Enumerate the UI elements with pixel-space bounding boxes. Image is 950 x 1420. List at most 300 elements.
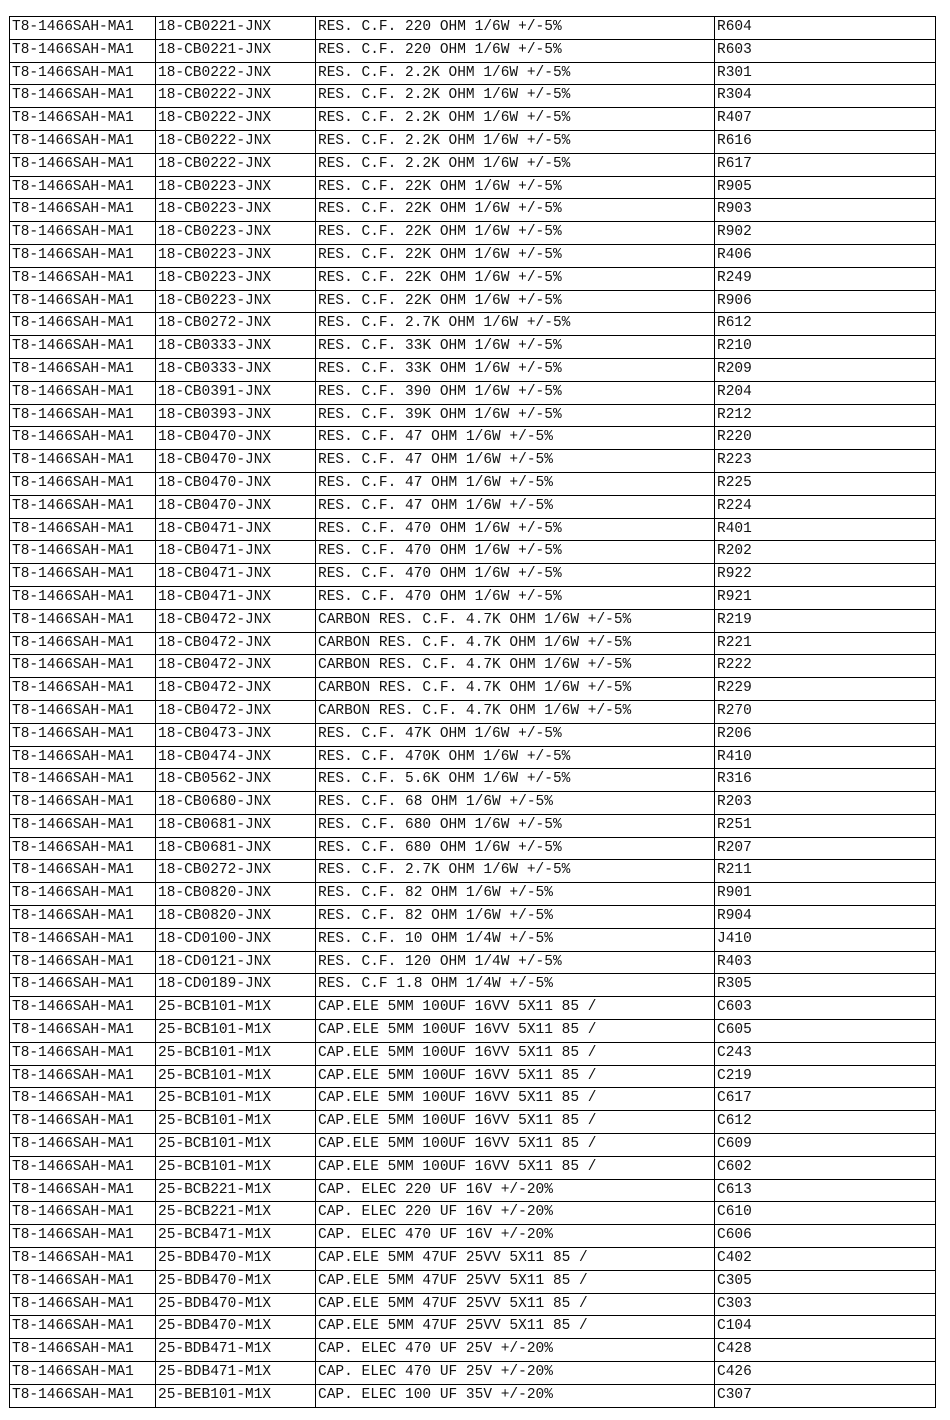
part-number-cell: 18-CB0221-JNX xyxy=(156,17,316,40)
part-number-cell: 18-CB0333-JNX xyxy=(156,358,316,381)
table-row xyxy=(10,746,936,769)
reference-cell: R209 xyxy=(715,358,936,381)
reference-cell: R316 xyxy=(715,769,936,792)
part-number-cell: 18-CB0223-JNX xyxy=(156,199,316,222)
part-number-cell: 18-CB0681-JNX xyxy=(156,837,316,860)
description-cell: RES. C.F. 22K OHM 1/6W +/-5% xyxy=(316,176,715,199)
table-row xyxy=(10,1384,936,1407)
reference-cell: C617 xyxy=(715,1088,936,1111)
description-cell: CAP. ELEC 100 UF 35V +/-20% xyxy=(316,1384,715,1407)
table-row xyxy=(10,404,936,427)
description-cell: CAP.ELE 5MM 100UF 16VV 5X11 85 / xyxy=(316,1156,715,1179)
table-row xyxy=(10,769,936,792)
model-cell: T8-1466SAH-MA1 xyxy=(10,1042,156,1065)
reference-cell: C606 xyxy=(715,1225,936,1248)
reference-cell: R921 xyxy=(715,586,936,609)
table-row xyxy=(10,814,936,837)
reference-cell: R617 xyxy=(715,153,936,176)
reference-cell: R204 xyxy=(715,381,936,404)
model-cell: T8-1466SAH-MA1 xyxy=(10,951,156,974)
model-cell: T8-1466SAH-MA1 xyxy=(10,541,156,564)
description-cell: RES. C.F. 33K OHM 1/6W +/-5% xyxy=(316,336,715,359)
model-cell: T8-1466SAH-MA1 xyxy=(10,860,156,883)
table-row xyxy=(10,997,936,1020)
table-row xyxy=(10,153,936,176)
model-cell: T8-1466SAH-MA1 xyxy=(10,472,156,495)
reference-cell: R905 xyxy=(715,176,936,199)
model-cell: T8-1466SAH-MA1 xyxy=(10,404,156,427)
model-cell: T8-1466SAH-MA1 xyxy=(10,1156,156,1179)
model-cell: T8-1466SAH-MA1 xyxy=(10,1293,156,1316)
description-cell: RES. C.F. 2.7K OHM 1/6W +/-5% xyxy=(316,860,715,883)
table-row xyxy=(10,472,936,495)
part-number-cell: 18-CB0472-JNX xyxy=(156,678,316,701)
model-cell: T8-1466SAH-MA1 xyxy=(10,678,156,701)
part-number-cell: 18-CD0189-JNX xyxy=(156,974,316,997)
description-cell: CAP.ELE 5MM 47UF 25VV 5X11 85 / xyxy=(316,1316,715,1339)
description-cell: RES. C.F. 22K OHM 1/6W +/-5% xyxy=(316,290,715,313)
table-row xyxy=(10,678,936,701)
model-cell: T8-1466SAH-MA1 xyxy=(10,1065,156,1088)
description-cell: CAP.ELE 5MM 100UF 16VV 5X11 85 / xyxy=(316,997,715,1020)
model-cell: T8-1466SAH-MA1 xyxy=(10,358,156,381)
reference-cell: R219 xyxy=(715,609,936,632)
reference-cell: R221 xyxy=(715,632,936,655)
part-number-cell: 18-CB0222-JNX xyxy=(156,62,316,85)
reference-cell: R922 xyxy=(715,564,936,587)
description-cell: RES. C.F. 47 OHM 1/6W +/-5% xyxy=(316,427,715,450)
description-cell: RES. C.F. 2.2K OHM 1/6W +/-5% xyxy=(316,153,715,176)
part-number-cell: 25-BDB470-M1X xyxy=(156,1293,316,1316)
part-number-cell: 18-CB0223-JNX xyxy=(156,244,316,267)
reference-cell: C305 xyxy=(715,1270,936,1293)
description-cell: CAP.ELE 5MM 100UF 16VV 5X11 85 / xyxy=(316,1020,715,1043)
model-cell: T8-1466SAH-MA1 xyxy=(10,814,156,837)
bom-table-body xyxy=(10,17,936,1408)
part-number-cell: 18-CB0222-JNX xyxy=(156,130,316,153)
part-number-cell: 18-CB0391-JNX xyxy=(156,381,316,404)
description-cell: CAP.ELE 5MM 100UF 16VV 5X11 85 / xyxy=(316,1088,715,1111)
description-cell: RES. C.F. 2.2K OHM 1/6W +/-5% xyxy=(316,85,715,108)
part-number-cell: 25-BCB101-M1X xyxy=(156,997,316,1020)
model-cell: T8-1466SAH-MA1 xyxy=(10,564,156,587)
part-number-cell: 18-CB0470-JNX xyxy=(156,472,316,495)
reference-cell: R223 xyxy=(715,450,936,473)
model-cell: T8-1466SAH-MA1 xyxy=(10,974,156,997)
model-cell: T8-1466SAH-MA1 xyxy=(10,39,156,62)
description-cell: RES. C.F. 220 OHM 1/6W +/-5% xyxy=(316,39,715,62)
model-cell: T8-1466SAH-MA1 xyxy=(10,267,156,290)
reference-cell: R229 xyxy=(715,678,936,701)
model-cell: T8-1466SAH-MA1 xyxy=(10,1134,156,1157)
description-cell: RES. C.F. 22K OHM 1/6W +/-5% xyxy=(316,222,715,245)
part-number-cell: 18-CB0474-JNX xyxy=(156,746,316,769)
reference-cell: R407 xyxy=(715,108,936,131)
description-cell: RES. C.F. 680 OHM 1/6W +/-5% xyxy=(316,814,715,837)
reference-cell: C303 xyxy=(715,1293,936,1316)
description-cell: RES. C.F. 470 OHM 1/6W +/-5% xyxy=(316,564,715,587)
description-cell: RES. C.F. 120 OHM 1/4W +/-5% xyxy=(316,951,715,974)
model-cell: T8-1466SAH-MA1 xyxy=(10,244,156,267)
description-cell: CAP.ELE 5MM 100UF 16VV 5X11 85 / xyxy=(316,1111,715,1134)
reference-cell: C613 xyxy=(715,1179,936,1202)
description-cell: RES. C.F. 220 OHM 1/6W +/-5% xyxy=(316,17,715,40)
table-row xyxy=(10,176,936,199)
model-cell: T8-1466SAH-MA1 xyxy=(10,495,156,518)
description-cell: CAP. ELEC 470 UF 25V +/-20% xyxy=(316,1339,715,1362)
table-row xyxy=(10,381,936,404)
description-cell: RES. C.F. 68 OHM 1/6W +/-5% xyxy=(316,792,715,815)
description-cell: RES. C.F. 470 OHM 1/6W +/-5% xyxy=(316,541,715,564)
model-cell: T8-1466SAH-MA1 xyxy=(10,928,156,951)
part-number-cell: 18-CB0470-JNX xyxy=(156,495,316,518)
table-row xyxy=(10,1202,936,1225)
reference-cell: J410 xyxy=(715,928,936,951)
model-cell: T8-1466SAH-MA1 xyxy=(10,700,156,723)
reference-cell: C605 xyxy=(715,1020,936,1043)
model-cell: T8-1466SAH-MA1 xyxy=(10,792,156,815)
table-row xyxy=(10,427,936,450)
part-number-cell: 18-CB0680-JNX xyxy=(156,792,316,815)
description-cell: RES. C.F. 22K OHM 1/6W +/-5% xyxy=(316,244,715,267)
table-row xyxy=(10,17,936,40)
table-row xyxy=(10,1065,936,1088)
description-cell: CAP.ELE 5MM 47UF 25VV 5X11 85 / xyxy=(316,1270,715,1293)
table-row xyxy=(10,518,936,541)
table-row xyxy=(10,1225,936,1248)
reference-cell: C609 xyxy=(715,1134,936,1157)
reference-cell: C612 xyxy=(715,1111,936,1134)
part-number-cell: 18-CB0470-JNX xyxy=(156,450,316,473)
reference-cell: R249 xyxy=(715,267,936,290)
part-number-cell: 25-BDB471-M1X xyxy=(156,1362,316,1385)
reference-cell: C610 xyxy=(715,1202,936,1225)
description-cell: RES. C.F. 47 OHM 1/6W +/-5% xyxy=(316,495,715,518)
description-cell: RES. C.F. 5.6K OHM 1/6W +/-5% xyxy=(316,769,715,792)
reference-cell: R203 xyxy=(715,792,936,815)
reference-cell: R902 xyxy=(715,222,936,245)
model-cell: T8-1466SAH-MA1 xyxy=(10,997,156,1020)
description-cell: CAP.ELE 5MM 100UF 16VV 5X11 85 / xyxy=(316,1042,715,1065)
table-row xyxy=(10,1179,936,1202)
part-number-cell: 18-CB0471-JNX xyxy=(156,564,316,587)
table-row xyxy=(10,1248,936,1271)
part-number-cell: 18-CB0820-JNX xyxy=(156,906,316,929)
reference-cell: R301 xyxy=(715,62,936,85)
reference-cell: R211 xyxy=(715,860,936,883)
table-row xyxy=(10,336,936,359)
part-number-cell: 18-CB0223-JNX xyxy=(156,222,316,245)
model-cell: T8-1466SAH-MA1 xyxy=(10,62,156,85)
reference-cell: C307 xyxy=(715,1384,936,1407)
part-number-cell: 18-CD0100-JNX xyxy=(156,928,316,951)
model-cell: T8-1466SAH-MA1 xyxy=(10,450,156,473)
part-number-cell: 18-CB0470-JNX xyxy=(156,427,316,450)
part-number-cell: 18-CB0272-JNX xyxy=(156,860,316,883)
model-cell: T8-1466SAH-MA1 xyxy=(10,769,156,792)
model-cell: T8-1466SAH-MA1 xyxy=(10,108,156,131)
reference-cell: C104 xyxy=(715,1316,936,1339)
table-row xyxy=(10,62,936,85)
table-row xyxy=(10,39,936,62)
model-cell: T8-1466SAH-MA1 xyxy=(10,655,156,678)
description-cell: CARBON RES. C.F. 4.7K OHM 1/6W +/-5% xyxy=(316,632,715,655)
reference-cell: R225 xyxy=(715,472,936,495)
description-cell: RES. C.F. 390 OHM 1/6W +/-5% xyxy=(316,381,715,404)
model-cell: T8-1466SAH-MA1 xyxy=(10,1362,156,1385)
model-cell: T8-1466SAH-MA1 xyxy=(10,1179,156,1202)
table-row xyxy=(10,951,936,974)
reference-cell: R603 xyxy=(715,39,936,62)
part-number-cell: 18-CB0472-JNX xyxy=(156,700,316,723)
model-cell: T8-1466SAH-MA1 xyxy=(10,1202,156,1225)
description-cell: RES. C.F. 82 OHM 1/6W +/-5% xyxy=(316,883,715,906)
model-cell: T8-1466SAH-MA1 xyxy=(10,1225,156,1248)
description-cell: CARBON RES. C.F. 4.7K OHM 1/6W +/-5% xyxy=(316,655,715,678)
description-cell: RES. C.F 1.8 OHM 1/4W +/-5% xyxy=(316,974,715,997)
reference-cell: C428 xyxy=(715,1339,936,1362)
reference-cell: R222 xyxy=(715,655,936,678)
reference-cell: R224 xyxy=(715,495,936,518)
model-cell: T8-1466SAH-MA1 xyxy=(10,723,156,746)
model-cell: T8-1466SAH-MA1 xyxy=(10,1384,156,1407)
description-cell: RES. C.F. 2.7K OHM 1/6W +/-5% xyxy=(316,313,715,336)
part-number-cell: 25-BCB101-M1X xyxy=(156,1134,316,1157)
table-row xyxy=(10,860,936,883)
table-row xyxy=(10,1293,936,1316)
description-cell: RES. C.F. 470K OHM 1/6W +/-5% xyxy=(316,746,715,769)
part-number-cell: 18-CB0820-JNX xyxy=(156,883,316,906)
model-cell: T8-1466SAH-MA1 xyxy=(10,336,156,359)
part-number-cell: 18-CB0223-JNX xyxy=(156,290,316,313)
reference-cell: C426 xyxy=(715,1362,936,1385)
description-cell: CAP. ELEC 470 UF 16V +/-20% xyxy=(316,1225,715,1248)
part-number-cell: 25-BDB471-M1X xyxy=(156,1339,316,1362)
model-cell: T8-1466SAH-MA1 xyxy=(10,222,156,245)
table-row xyxy=(10,130,936,153)
description-cell: RES. C.F. 47 OHM 1/6W +/-5% xyxy=(316,472,715,495)
part-number-cell: 25-BCB101-M1X xyxy=(156,1065,316,1088)
model-cell: T8-1466SAH-MA1 xyxy=(10,17,156,40)
part-number-cell: 18-CB0473-JNX xyxy=(156,723,316,746)
model-cell: T8-1466SAH-MA1 xyxy=(10,1111,156,1134)
description-cell: CAP. ELEC 220 UF 16V +/-20% xyxy=(316,1202,715,1225)
model-cell: T8-1466SAH-MA1 xyxy=(10,883,156,906)
description-cell: RES. C.F. 10 OHM 1/4W +/-5% xyxy=(316,928,715,951)
table-row xyxy=(10,1339,936,1362)
part-number-cell: 18-CB0471-JNX xyxy=(156,586,316,609)
reference-cell: R270 xyxy=(715,700,936,723)
table-row xyxy=(10,655,936,678)
model-cell: T8-1466SAH-MA1 xyxy=(10,746,156,769)
table-row xyxy=(10,541,936,564)
reference-cell: R612 xyxy=(715,313,936,336)
table-row xyxy=(10,108,936,131)
model-cell: T8-1466SAH-MA1 xyxy=(10,313,156,336)
table-row xyxy=(10,358,936,381)
description-cell: CAP. ELEC 470 UF 25V +/-20% xyxy=(316,1362,715,1385)
description-cell: CARBON RES. C.F. 4.7K OHM 1/6W +/-5% xyxy=(316,678,715,701)
description-cell: CAP.ELE 5MM 47UF 25VV 5X11 85 / xyxy=(316,1248,715,1271)
part-number-cell: 18-CB0562-JNX xyxy=(156,769,316,792)
model-cell: T8-1466SAH-MA1 xyxy=(10,199,156,222)
description-cell: RES. C.F. 2.2K OHM 1/6W +/-5% xyxy=(316,130,715,153)
reference-cell: R210 xyxy=(715,336,936,359)
model-cell: T8-1466SAH-MA1 xyxy=(10,1020,156,1043)
part-number-cell: 18-CB0472-JNX xyxy=(156,609,316,632)
reference-cell: C402 xyxy=(715,1248,936,1271)
table-row xyxy=(10,85,936,108)
model-cell: T8-1466SAH-MA1 xyxy=(10,290,156,313)
model-cell: T8-1466SAH-MA1 xyxy=(10,609,156,632)
part-number-cell: 18-CB0681-JNX xyxy=(156,814,316,837)
model-cell: T8-1466SAH-MA1 xyxy=(10,176,156,199)
bom-table xyxy=(9,16,936,1408)
reference-cell: R202 xyxy=(715,541,936,564)
table-row xyxy=(10,837,936,860)
part-number-cell: 25-BCB221-M1X xyxy=(156,1179,316,1202)
table-row xyxy=(10,450,936,473)
reference-cell: R207 xyxy=(715,837,936,860)
table-row xyxy=(10,1111,936,1134)
description-cell: RES. C.F. 2.2K OHM 1/6W +/-5% xyxy=(316,108,715,131)
table-row xyxy=(10,928,936,951)
reference-cell: R403 xyxy=(715,951,936,974)
reference-cell: R906 xyxy=(715,290,936,313)
description-cell: RES. C.F. 33K OHM 1/6W +/-5% xyxy=(316,358,715,381)
table-row xyxy=(10,974,936,997)
model-cell: T8-1466SAH-MA1 xyxy=(10,85,156,108)
table-row xyxy=(10,1020,936,1043)
description-cell: RES. C.F. 2.2K OHM 1/6W +/-5% xyxy=(316,62,715,85)
description-cell: CAP. ELEC 220 UF 16V +/-20% xyxy=(316,1179,715,1202)
description-cell: CAP.ELE 5MM 100UF 16VV 5X11 85 / xyxy=(316,1065,715,1088)
part-number-cell: 25-BCB101-M1X xyxy=(156,1088,316,1111)
description-cell: CARBON RES. C.F. 4.7K OHM 1/6W +/-5% xyxy=(316,700,715,723)
table-row xyxy=(10,1042,936,1065)
part-number-cell: 18-CB0472-JNX xyxy=(156,632,316,655)
reference-cell: R901 xyxy=(715,883,936,906)
reference-cell: R305 xyxy=(715,974,936,997)
part-number-cell: 18-CB0222-JNX xyxy=(156,153,316,176)
part-number-cell: 25-BCB101-M1X xyxy=(156,1111,316,1134)
table-row xyxy=(10,586,936,609)
table-row xyxy=(10,1316,936,1339)
table-row xyxy=(10,1088,936,1111)
part-number-cell: 25-BDB470-M1X xyxy=(156,1248,316,1271)
part-number-cell: 25-BDB470-M1X xyxy=(156,1316,316,1339)
reference-cell: R406 xyxy=(715,244,936,267)
model-cell: T8-1466SAH-MA1 xyxy=(10,1248,156,1271)
reference-cell: C219 xyxy=(715,1065,936,1088)
model-cell: T8-1466SAH-MA1 xyxy=(10,381,156,404)
table-row xyxy=(10,700,936,723)
reference-cell: R251 xyxy=(715,814,936,837)
part-number-cell: 18-CB0472-JNX xyxy=(156,655,316,678)
table-row xyxy=(10,290,936,313)
description-cell: RES. C.F. 680 OHM 1/6W +/-5% xyxy=(316,837,715,860)
table-row xyxy=(10,632,936,655)
description-cell: CAP.ELE 5MM 100UF 16VV 5X11 85 / xyxy=(316,1134,715,1157)
part-number-cell: 18-CB0393-JNX xyxy=(156,404,316,427)
reference-cell: C603 xyxy=(715,997,936,1020)
table-row xyxy=(10,222,936,245)
part-number-cell: 18-CB0222-JNX xyxy=(156,85,316,108)
part-number-cell: 25-BCB221-M1X xyxy=(156,1202,316,1225)
reference-cell: C243 xyxy=(715,1042,936,1065)
description-cell: RES. C.F. 470 OHM 1/6W +/-5% xyxy=(316,518,715,541)
table-row xyxy=(10,244,936,267)
part-number-cell: 18-CB0471-JNX xyxy=(156,518,316,541)
reference-cell: R401 xyxy=(715,518,936,541)
part-number-cell: 25-BEB101-M1X xyxy=(156,1384,316,1407)
reference-cell: R212 xyxy=(715,404,936,427)
description-cell: RES. C.F. 22K OHM 1/6W +/-5% xyxy=(316,267,715,290)
model-cell: T8-1466SAH-MA1 xyxy=(10,1088,156,1111)
part-number-cell: 25-BCB471-M1X xyxy=(156,1225,316,1248)
table-row xyxy=(10,1156,936,1179)
model-cell: T8-1466SAH-MA1 xyxy=(10,153,156,176)
part-number-cell: 18-CB0333-JNX xyxy=(156,336,316,359)
table-row xyxy=(10,267,936,290)
part-number-cell: 18-CB0221-JNX xyxy=(156,39,316,62)
reference-cell: R903 xyxy=(715,199,936,222)
part-number-cell: 25-BDB470-M1X xyxy=(156,1270,316,1293)
description-cell: CAP.ELE 5MM 47UF 25VV 5X11 85 / xyxy=(316,1293,715,1316)
table-row xyxy=(10,723,936,746)
part-number-cell: 25-BCB101-M1X xyxy=(156,1020,316,1043)
reference-cell: R904 xyxy=(715,906,936,929)
model-cell: T8-1466SAH-MA1 xyxy=(10,1316,156,1339)
reference-cell: R410 xyxy=(715,746,936,769)
model-cell: T8-1466SAH-MA1 xyxy=(10,586,156,609)
reference-cell: R206 xyxy=(715,723,936,746)
table-row xyxy=(10,495,936,518)
part-number-cell: 18-CB0223-JNX xyxy=(156,267,316,290)
reference-cell: R604 xyxy=(715,17,936,40)
table-row xyxy=(10,1134,936,1157)
reference-cell: C602 xyxy=(715,1156,936,1179)
table-row xyxy=(10,199,936,222)
model-cell: T8-1466SAH-MA1 xyxy=(10,632,156,655)
description-cell: RES. C.F. 47 OHM 1/6W +/-5% xyxy=(316,450,715,473)
part-number-cell: 18-CB0223-JNX xyxy=(156,176,316,199)
reference-cell: R616 xyxy=(715,130,936,153)
description-cell: CARBON RES. C.F. 4.7K OHM 1/6W +/-5% xyxy=(316,609,715,632)
description-cell: RES. C.F. 470 OHM 1/6W +/-5% xyxy=(316,586,715,609)
model-cell: T8-1466SAH-MA1 xyxy=(10,906,156,929)
model-cell: T8-1466SAH-MA1 xyxy=(10,130,156,153)
model-cell: T8-1466SAH-MA1 xyxy=(10,518,156,541)
description-cell: RES. C.F. 82 OHM 1/6W +/-5% xyxy=(316,906,715,929)
table-row xyxy=(10,792,936,815)
table-row xyxy=(10,564,936,587)
description-cell: RES. C.F. 22K OHM 1/6W +/-5% xyxy=(316,199,715,222)
model-cell: T8-1466SAH-MA1 xyxy=(10,427,156,450)
description-cell: RES. C.F. 39K OHM 1/6W +/-5% xyxy=(316,404,715,427)
table-row xyxy=(10,609,936,632)
table-row xyxy=(10,1270,936,1293)
part-number-cell: 18-CD0121-JNX xyxy=(156,951,316,974)
description-cell: RES. C.F. 47K OHM 1/6W +/-5% xyxy=(316,723,715,746)
model-cell: T8-1466SAH-MA1 xyxy=(10,837,156,860)
reference-cell: R220 xyxy=(715,427,936,450)
table-row xyxy=(10,906,936,929)
part-number-cell: 18-CB0471-JNX xyxy=(156,541,316,564)
part-number-cell: 25-BCB101-M1X xyxy=(156,1042,316,1065)
part-number-cell: 25-BCB101-M1X xyxy=(156,1156,316,1179)
table-row xyxy=(10,313,936,336)
